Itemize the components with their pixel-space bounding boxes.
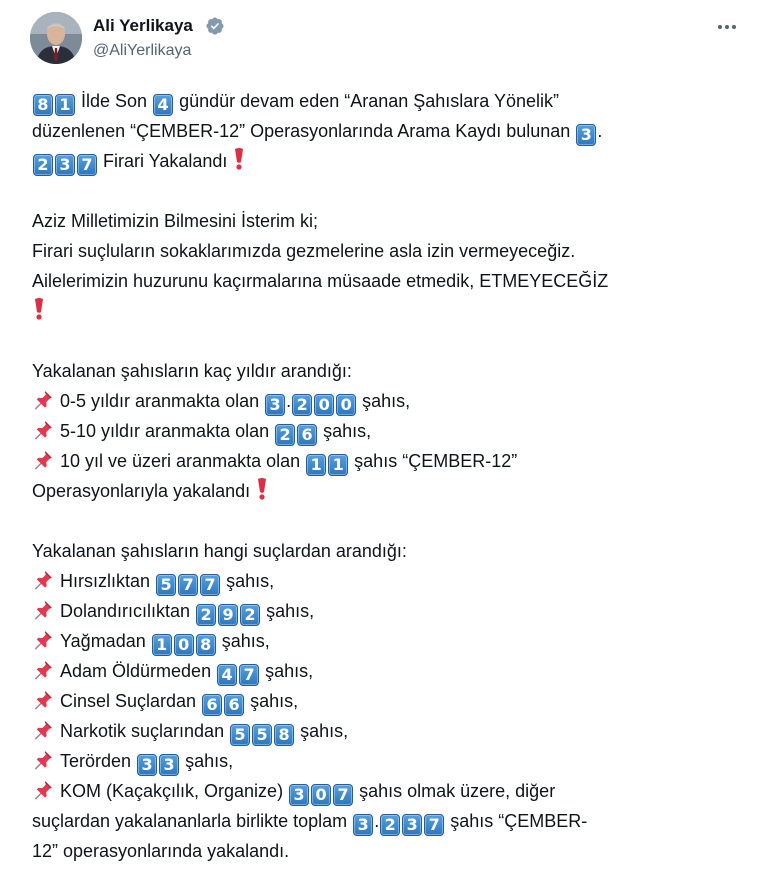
keycap-digit: 1 (306, 454, 326, 476)
text-line (32, 296, 732, 326)
keycap-digit: 0 (174, 634, 194, 656)
keycap-digit: 2 (380, 814, 400, 836)
keycap-digit: 2 (33, 154, 53, 176)
text-line (32, 86, 732, 116)
text-segment: Narkotik suçlarından (60, 721, 225, 741)
keycap-digit: 7 (200, 574, 220, 596)
text-segment: şahıs “ÇEMBER-12” (354, 451, 518, 471)
keycap-digit: 0 (336, 394, 356, 416)
keycap-digit: 1 (55, 94, 75, 116)
pushpin-emoji-icon (32, 599, 54, 621)
number-arama (575, 121, 603, 144)
text-segment: şahıs, (250, 691, 299, 711)
keycap-digit: 3 (289, 784, 309, 806)
text-line (32, 596, 732, 626)
tweet-text (32, 86, 732, 866)
keycap-digit: 0 (314, 394, 334, 416)
keycap-separator: . (374, 811, 380, 831)
keycap-digit: 1 (152, 634, 172, 656)
number-y510 (274, 421, 318, 444)
keycap-digit: 7 (77, 154, 97, 176)
keycap-separator: . (597, 121, 603, 141)
keycap-digit: 8 (196, 634, 216, 656)
keycap-digit: 7 (333, 784, 353, 806)
text-line (32, 566, 732, 596)
keycap-digit: 3 (353, 814, 373, 836)
pushpin-emoji-icon (32, 389, 54, 411)
pushpin-emoji-icon (32, 779, 54, 801)
number-gun (152, 91, 174, 114)
text-line (32, 836, 732, 866)
text-segment: Firari suçluların sokaklarımızda gezmelerine asla izin vermeyeceğiz. (32, 241, 576, 261)
pushpin-emoji-icon (32, 659, 54, 681)
text-line (32, 266, 732, 296)
text-segment: Dolandırıcılıktan (60, 601, 191, 621)
keycap-digit: 7 (178, 574, 198, 596)
text-line (32, 146, 732, 176)
keycap-digit: 8 (33, 94, 53, 116)
text-segment: Cinsel Suçlardan (60, 691, 197, 711)
avatar-image (30, 12, 82, 64)
text-segment: şahıs olmak üzere, diğer (359, 781, 556, 801)
text-segment: 10 yıl ve üzeri aranmakta olan (60, 451, 301, 471)
pushpin-emoji-icon (32, 749, 54, 771)
text-segment: Adam Öldürmeden (60, 661, 212, 681)
text-line (32, 356, 732, 386)
pushpin-emoji-icon (32, 419, 54, 441)
text-line (32, 716, 732, 746)
keycap-digit: 3 (402, 814, 422, 836)
keycap-digit: 3 (159, 754, 179, 776)
more-options-icon[interactable] (712, 14, 742, 40)
text-line (32, 386, 732, 416)
keycap-digit: 1 (328, 454, 348, 476)
text-segment: Ailelerimizin huzurunu kaçırmalarına müsaade etmedik, ETMEYECEĞİZ (32, 271, 609, 291)
number-il (32, 91, 76, 114)
keycap-digit: 4 (217, 664, 237, 686)
text-line (32, 626, 732, 656)
number-y10 (305, 451, 349, 474)
keycap-digit: 0 (311, 784, 331, 806)
keycap-digit: 4 (153, 94, 173, 116)
text-line (32, 116, 732, 146)
text-segment: suçlardan yakalananlarla birlikte toplam (32, 811, 348, 831)
number-narkotik (229, 721, 295, 744)
text-segment: Yakalanan şahısların kaç yıldır arandığı: (32, 361, 352, 381)
keycap-digit: 3 (265, 394, 285, 416)
keycap-digit: 5 (156, 574, 176, 596)
keycap-digit: 2 (240, 604, 260, 626)
keycap-digit: 2 (196, 604, 216, 626)
number-kom (288, 781, 354, 804)
text-segment: Yakalanan şahısların hangi suçlardan arandığı: (32, 541, 407, 561)
text-segment: Terörden (60, 751, 132, 771)
keycap-digit: 5 (230, 724, 250, 746)
text-segment: düzenlenen “ÇEMBER-12” Operasyonlarında Arama Kaydı bulunan (32, 121, 571, 141)
text-segment: şahıs, (300, 721, 349, 741)
number-toplam (352, 811, 445, 834)
text-segment: şahıs “ÇEMBER- (450, 811, 588, 831)
number-firari (32, 151, 98, 174)
pushpin-emoji-icon (32, 689, 54, 711)
text-line (32, 446, 732, 476)
text-segment: şahıs, (226, 571, 275, 591)
keycap-digit: 6 (202, 694, 222, 716)
exclamation-mark-emoji-icon (232, 147, 246, 171)
number-y05 (264, 391, 357, 414)
keycap-digit: 2 (275, 424, 295, 446)
text-segment: 5-10 yıldır aranmakta olan (60, 421, 270, 441)
text-segment: şahıs, (265, 661, 314, 681)
number-cinsel (201, 691, 245, 714)
text-segment: şahıs, (221, 631, 270, 651)
keycap-digit: 6 (297, 424, 317, 446)
author-handle[interactable]: @AliYerlikaya (93, 42, 192, 59)
text-line (32, 536, 732, 566)
keycap-digit: 2 (292, 394, 312, 416)
text-segment: şahıs, (323, 421, 372, 441)
exclamation-mark-emoji-icon (32, 297, 46, 321)
text-segment: 12” operasyonlarında yakalandı. (32, 841, 290, 861)
keycap-digit: 6 (224, 694, 244, 716)
keycap-digit: 7 (239, 664, 259, 686)
exclamation-mark-emoji-icon (255, 477, 269, 501)
number-teror (136, 751, 180, 774)
keycap-digit: 7 (424, 814, 444, 836)
pushpin-emoji-icon (32, 629, 54, 651)
text-segment: Hırsızlıktan (60, 571, 151, 591)
text-segment: KOM (Kaçakçılık, Organize) (60, 781, 284, 801)
text-segment: Aziz Milletimizin Bilmesini İsterim ki; (32, 211, 319, 231)
text-segment: şahıs, (266, 601, 315, 621)
keycap-digit: 8 (274, 724, 294, 746)
text-segment: gündür devam eden “Aranan Şahıslara Yönelik” (179, 91, 560, 111)
pushpin-emoji-icon (32, 719, 54, 741)
author-name[interactable]: Ali Yerlikaya (93, 16, 193, 35)
text-line (32, 806, 732, 836)
number-dolandiricilik (195, 601, 261, 624)
text-line (32, 206, 732, 236)
text-line (32, 776, 732, 806)
keycap-digit: 9 (218, 604, 238, 626)
text-segment: Operasyonlarıyla yakalandı (32, 481, 251, 501)
pushpin-emoji-icon (32, 569, 54, 591)
text-segment: Firari Yakalandı (103, 151, 228, 171)
keycap-separator: . (286, 391, 292, 411)
text-line (32, 686, 732, 716)
number-yagma (151, 631, 217, 654)
pushpin-emoji-icon (32, 449, 54, 471)
verified-badge-icon (205, 16, 225, 36)
text-line (32, 416, 732, 446)
text-line (32, 656, 732, 686)
keycap-digit: 3 (137, 754, 157, 776)
text-line (32, 746, 732, 776)
avatar[interactable] (30, 12, 82, 64)
number-hirsizlik (155, 571, 221, 594)
text-segment: şahıs, (185, 751, 234, 771)
text-line (32, 236, 732, 266)
text-line (32, 476, 732, 506)
keycap-digit: 5 (252, 724, 272, 746)
text-segment: şahıs, (362, 391, 411, 411)
keycap-digit: 3 (55, 154, 75, 176)
keycap-digit: 3 (576, 124, 596, 146)
text-segment: Yağmadan (60, 631, 146, 651)
number-adam (216, 661, 260, 684)
text-segment: 0-5 yıldır aranmakta olan (60, 391, 260, 411)
text-segment: İlde Son (81, 91, 148, 111)
